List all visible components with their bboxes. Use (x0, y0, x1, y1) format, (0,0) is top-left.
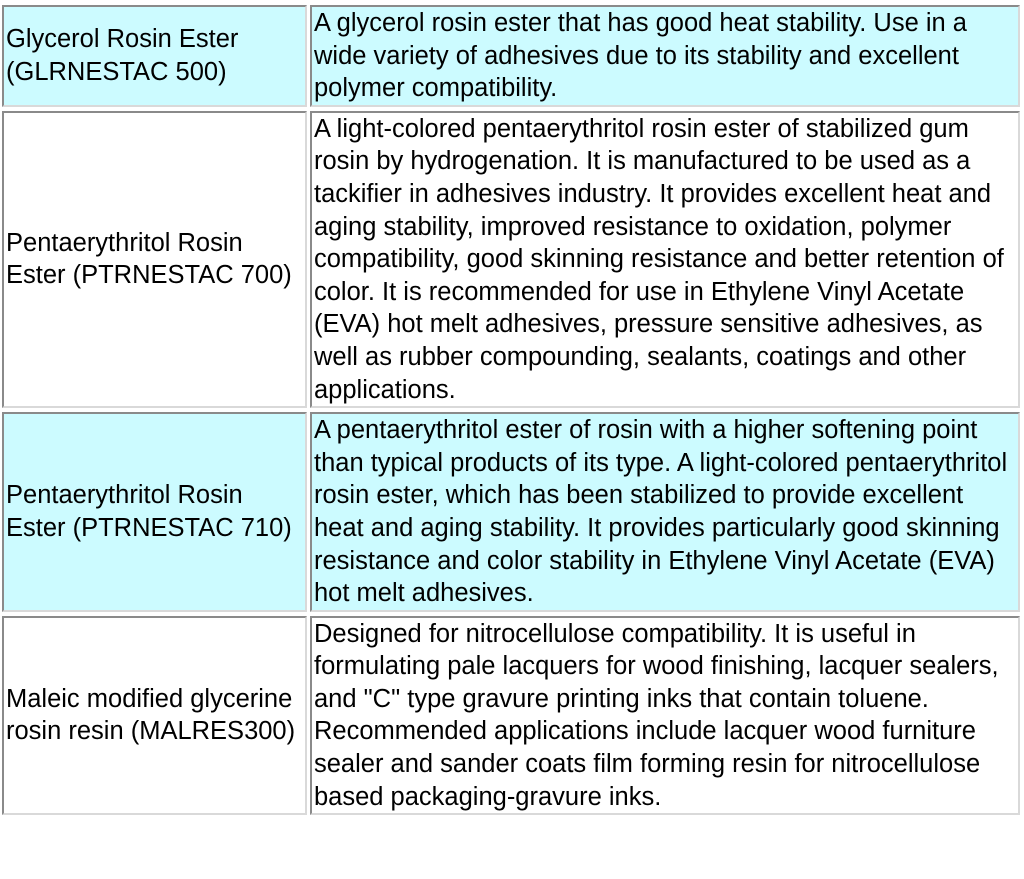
product-name-cell: Maleic modified glycerine rosin resin (MALRES300) (2, 616, 307, 816)
product-name-cell: Glycerol Rosin Ester (GLRNESTAC 500) (2, 5, 307, 107)
table-row (2, 5, 1020, 107)
product-description-cell: Designed for nitrocellulose compatibility. It is useful in formulating pale lacquers for wood finishing, lacquer sealers, and "C" type gravure printing inks that contain toluene. Recommended applications include lacquer wood furniture sealer and sander coats film forming resin for nitrocellulose based packaging-gravure inks. (310, 616, 1020, 816)
table-row (2, 412, 1020, 612)
product-name-cell: Pentaerythritol Rosin Ester (PTRNESTAC 710) (2, 412, 307, 612)
table-row (2, 111, 1020, 408)
product-table (0, 1, 1023, 819)
product-description-cell: A light-colored pentaerythritol rosin ester of stabilized gum rosin by hydrogenation. It is manufactured to be used as a tackifier in adhesives industry. It provides excellent heat and aging stability, improved resistance to oxidation, polymer compatibility, good skinning resistance and better retention of color. It is recommended for use in Ethylene Vinyl Acetate (EVA) hot melt adhesives, pressure sensitive adhesives, as well as rubber compounding, sealants, coatings and other applications. (310, 111, 1020, 408)
product-description-cell: A pentaerythritol ester of rosin with a higher softening point than typical products of its type. A light-colored pentaerythritol rosin ester, which has been stabilized to provide excellent heat and aging stability. It provides particularly good skinning resistance and color stability in Ethylene Vinyl Acetate (EVA) hot melt adhesives. (310, 412, 1020, 612)
product-name-cell: Pentaerythritol Rosin Ester (PTRNESTAC 700) (2, 111, 307, 408)
table-row (2, 616, 1020, 816)
product-description-cell: A glycerol rosin ester that has good heat stability. Use in a wide variety of adhesives due to its stability and excellent polymer compatibility. (310, 5, 1020, 107)
